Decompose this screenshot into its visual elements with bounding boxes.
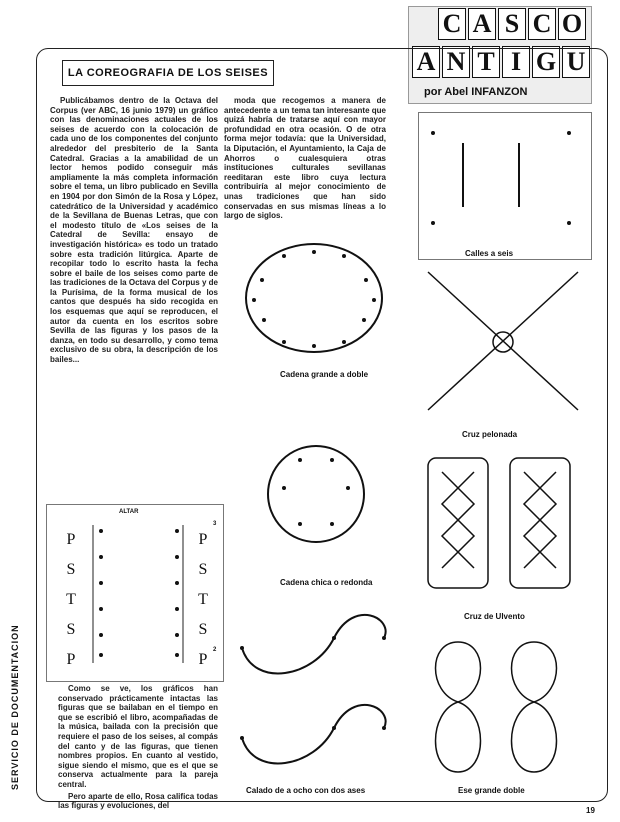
- masthead-letter: G: [532, 46, 560, 78]
- figure-cadena-chica: [224, 396, 404, 592]
- masthead-letter: T: [472, 46, 500, 78]
- altar-panel: [46, 504, 224, 682]
- altar-letters-left: [61, 525, 81, 675]
- masthead-letter: C: [438, 8, 466, 40]
- altar-letter: P: [198, 651, 208, 668]
- masthead-row-1: [438, 8, 588, 40]
- caption-calado-ocho: Calado de a ocho con dos ases: [246, 786, 366, 795]
- figure-calado-ocho: [224, 598, 404, 798]
- caption-cadena-chica: Cadena chica o redonda: [280, 578, 373, 587]
- caption-cruz-pelonada: Cruz pelonada: [462, 430, 518, 439]
- calles-diagram: [419, 113, 591, 259]
- altar-letter: P: [66, 531, 76, 548]
- figure-cruz-ulvento: [418, 448, 590, 626]
- caption-cruz-ulvento: Cruz de Ulvento: [464, 612, 525, 621]
- article-title: LA COREOGRAFIA DE LOS SEISES: [62, 60, 274, 86]
- figure-cadena-grande: [224, 220, 404, 392]
- article-column-2: [224, 96, 386, 221]
- masthead-letter: N: [442, 46, 470, 78]
- altar-letter: S: [198, 561, 208, 578]
- masthead-letter: O: [558, 8, 586, 40]
- article-column-1-end: [58, 684, 218, 811]
- masthead-letter: S: [498, 8, 526, 40]
- figure-eight-diagram: [224, 598, 404, 798]
- figure-ese-grande: [418, 632, 590, 798]
- altar-mark: 3: [213, 521, 217, 527]
- ese-diagram: [418, 632, 590, 782]
- cross-diagram: [418, 262, 590, 442]
- side-label-text: SERVICIO DE DOCUMENTACION: [10, 624, 20, 790]
- ellipse-diagram: [224, 220, 404, 392]
- altar-mark: 2: [213, 647, 217, 653]
- paragraph: Pero aparte de ello, Rosa califica todas las figuras y evoluciones, del: [58, 791, 218, 811]
- figure-calles-seis: [418, 112, 592, 260]
- altar-letter: P: [66, 651, 76, 668]
- side-label: [10, 624, 24, 790]
- paragraph: Como se ve, los gráficos han conservado prácticamente intactas las figuras que se bailaban en el tiempo en que se escribió el libro, acompañadas de la música, bailada con la precisión que requiere el paso de los seises, al compás del canto y de las figuras, que tienen nombres propios. En cuanto al vestido, sigue siendo el mismo, que es el que se conserva actualmente para la pareja central.: [58, 684, 218, 789]
- masthead-letter: U: [562, 46, 590, 78]
- altar-letters-right: [193, 525, 213, 675]
- page-number: 19: [586, 806, 595, 815]
- caption-calles-seis: Calles a seis: [465, 249, 514, 258]
- paragraph: moda que recogemos a manera de antecedente a un tema tan interesante que quizá habría de tratarse aquí con mayor profundidad en otra ocasión. O de otra forma mejor todavía: que la Universidad, la Diputación, el Ayuntamiento, la Caja de Ahorros o cualesquiera otras instituciones culturales sevillanas reeditaran este libro cuya lectura contribuiría al mejor conocimiento de unas tradiciones que han sido conservadas en sus mismas líneas a lo largo de siglos.: [224, 96, 386, 221]
- masthead-letter: A: [468, 8, 496, 40]
- altar-letter: S: [66, 621, 76, 638]
- altar-letter: T: [198, 591, 208, 608]
- masthead-letter: A: [412, 46, 440, 78]
- lattice-diagram: [418, 448, 590, 608]
- caption-ese-grande: Ese grande doble: [458, 786, 525, 795]
- altar-letter: S: [66, 561, 76, 578]
- altar-letter: T: [66, 591, 76, 608]
- circle-diagram: [224, 396, 404, 592]
- caption-cadena-grande: Cadena grande a doble: [280, 370, 369, 379]
- masthead-letter: C: [528, 8, 556, 40]
- altar-letter: S: [198, 621, 208, 638]
- paragraph: Publicábamos dentro de la Octava del Corpus (ver ABC, 16 junio 1979) un gráfico con las denominaciones actuales de los seises de acuerdo con la colocación de cada uno de los componentes del conjunto alrededor del presbiterio de la Santa Catedral. Gracias a la amabilidad de un lector hemos podido conseguir más ampliamente la más completa información sobre el tema, un libro publicado en Sevilla en 1904 por don Simón de la Rosa y López, catedrático de la Universidad y académico de la Sevillana de Buenas Letras, que con el modesto título de «Los seises de la Catedral de Sevilla: ensayo de investigación histórica» es todo un tratado sobre esta tradición litúrgica. Aparte de recopilar todo lo escrito hasta la fecha sobre el baile de los seises como parte de las tradiciones de la Octava del Corpus y de la Purísima, de la forma musical de los cantos que después ha sido recogida en los esquemas que aquí se reproducen, el autor da cuenta en los escritos sobre Sevilla de las figuras y los pasos de la danza, en todo su desarrollo, y como tema exclusivo de su obra, la descripción de los bailes...: [50, 96, 218, 365]
- article-column-1: [50, 96, 218, 488]
- masthead-letter: I: [502, 46, 530, 78]
- figure-cruz-pelonada: [418, 262, 590, 442]
- author-byline: por Abel INFANZON: [424, 86, 528, 98]
- altar-letter: P: [198, 531, 208, 548]
- altar-label: ALTAR: [119, 509, 139, 515]
